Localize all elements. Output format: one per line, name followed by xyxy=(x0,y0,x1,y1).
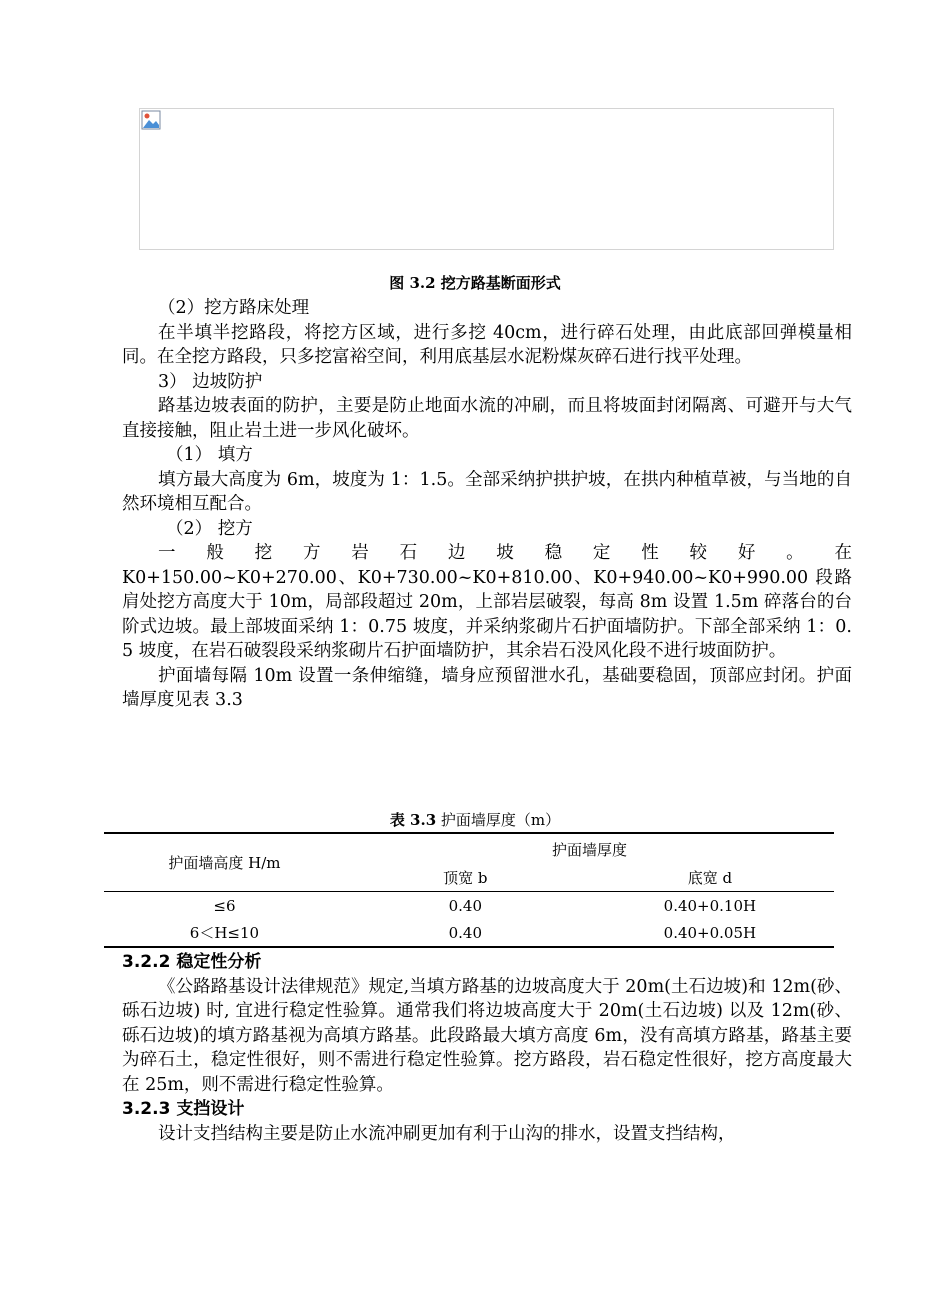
cell-height: ≤6 xyxy=(213,896,236,915)
paragraph-cut-title: （2） 挖方 xyxy=(166,518,253,539)
paragraph-retaining-design: 设计支挡结构主要是防止水流冲刷更加有利于山沟的排水，设置支挡结构， xyxy=(158,1123,736,1144)
table-caption-number: 表 3.3 xyxy=(389,811,437,829)
figure-image-placeholder xyxy=(139,108,834,250)
paragraph-fill: 填方最大高度为 6m，坡度为 1：1.5。全部采纳护拱护坡，在拱内种植草被，与当地的自然环境相互配合。 xyxy=(122,469,852,514)
paragraph-cut-bed: 在半填半挖路段，将挖方区域，进行多挖 40cm，进行碎石处理，由此底部回弹模量相同。在全挖方路段，只多挖富裕空间，利用底基层水泥粉煤灰碎石进行找平处理。 xyxy=(122,322,852,367)
cell-height: 6＜H≤10 xyxy=(189,924,260,942)
cell-bottom-width: 0.40+0.10H xyxy=(663,896,757,915)
cell-top-width: 0.40 xyxy=(448,896,483,915)
broken-image-icon xyxy=(141,110,161,130)
header-wall-thickness: 护面墙厚度 xyxy=(551,840,627,859)
wall-thickness-table xyxy=(104,832,834,948)
paragraph-fill-title: （1） 填方 xyxy=(166,445,253,465)
paragraph-slope-protection-title: 3） 边坡防护 xyxy=(158,371,263,392)
paragraph-cut-bed-title: （2）挖方路床处理 xyxy=(158,298,310,318)
section-heading-retaining: 3.2.3 支挡设计 xyxy=(122,1099,245,1119)
paragraph-slope-protection: 路基边坡表面的防护，主要是防止地面水流的冲刷，而且将坡面封闭隔离、可避开与大气直接接触，阻止岩土进一步风化破坏。 xyxy=(122,396,852,441)
paragraph-cut-line1: 一 般 挖 方 岩 石 边 坡 稳 定 性 较 好 。 在 xyxy=(158,543,852,563)
figure-caption: 图 3.2 挖方路基断面形式 xyxy=(389,274,561,292)
table-row xyxy=(104,919,834,947)
paragraph-cut: K0+150.00~K0+270.00、K0+730.00~K0+810.00、K0+940.00~K0+990.00 段路肩处挖方高度大于 10m，局部段超过 20m，上部岩层破裂，每高 8m 设置 1.5m 碎落台的台阶式边坡。最上部坡面采纳 1：0.75 坡度，并采纳浆砌片石护面墙防护。下部全部采纳 1：0.5 坡度，在岩石破裂段采纳浆砌片石护面墙防护，其余岩石没风化段不进行坡面防护。 xyxy=(122,567,852,661)
cell-bottom-width: 0.40+0.05H xyxy=(663,923,757,942)
paragraph-stability: 《公路路基设计法律规范》规定,当填方路基的边坡高度大于 20m(土石边坡)和 12m(砂、砾石边坡) 时, 宜进行稳定性验算。通常我们将边坡高度大于 20m(土石边坡) 以及 12m(砂、砾石边坡)的填方路基视为高填方路基。此段路最大填方高度 6m，没有高填方路基，路基主要为碎石土，稳定性很好，则不需进行稳定性验算。挖方路段，岩石稳定性很好，挖方高度最大在 25m，则不需进行稳定性验算。 xyxy=(122,976,852,1095)
body-text-upper xyxy=(122,296,852,713)
body-text-lower xyxy=(122,950,852,1146)
header-top-width: 顶宽 b xyxy=(443,869,488,887)
paragraph-retaining-wall: 护面墙每隔 10m 设置一条伸缩缝，墙身应预留泄水孔，基础要稳固，顶部应封闭。护面墙厚度见表 3.3 xyxy=(122,665,852,710)
cell-top-width: 0.40 xyxy=(448,923,483,942)
header-wall-height: 护面墙高度 H/m xyxy=(104,833,345,892)
table-row xyxy=(104,892,834,920)
table-caption xyxy=(0,809,950,830)
section-heading-stability: 3.2.2 稳定性分析 xyxy=(122,952,262,972)
header-bottom-width: 底宽 d xyxy=(687,869,733,887)
table-caption-text: 护面墙厚度（m） xyxy=(436,811,561,829)
